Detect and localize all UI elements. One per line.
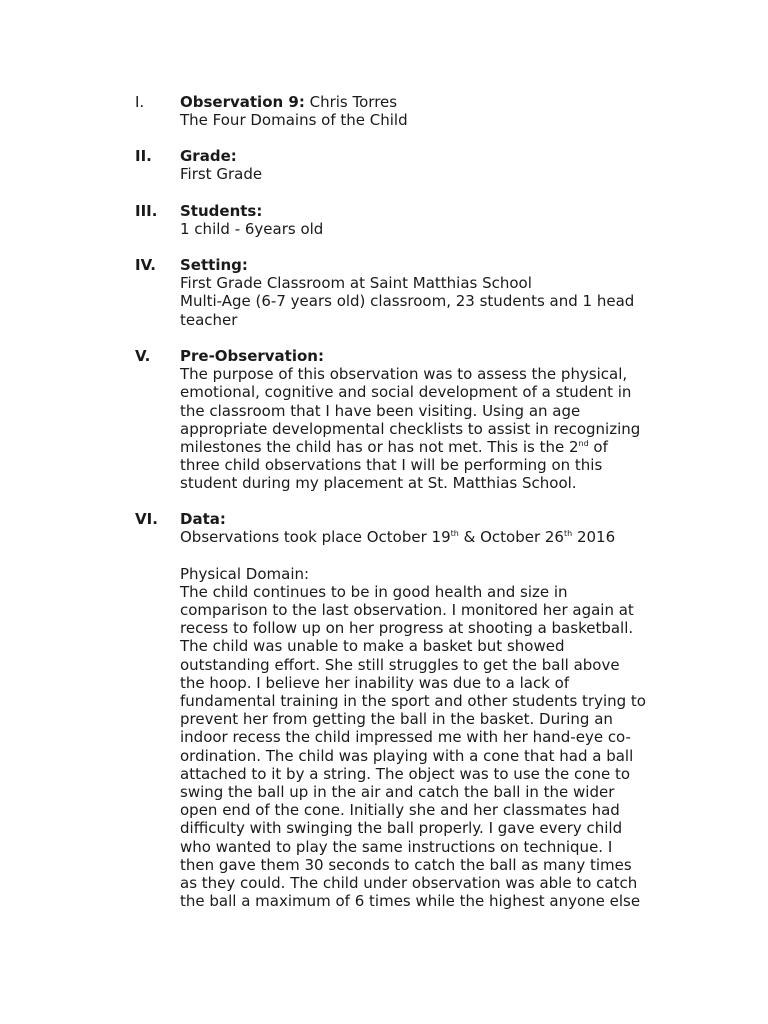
paragraph-line: the ball a maximum of 6 times while the highest anyone else [180, 892, 641, 911]
setting-line: Multi-Age (6-7 years old) classroom, 23 students and 1 head [180, 292, 635, 311]
paragraph-line: fundamental training in the sport and other students trying to [180, 692, 646, 711]
paragraph-line: the hoop. I believe her inability was due to a lack of [180, 673, 570, 692]
paragraph-line: attached to it by a string. The object was to use the cone to [180, 764, 630, 783]
section-heading: Observation 9: [180, 93, 305, 111]
section-number: V. [135, 347, 151, 365]
paragraph-line: comparison to the last observation. I monitored her again at [180, 601, 634, 619]
ordinal-suffix: nd [578, 439, 589, 449]
observation-line [180, 93, 660, 111]
paragraph-line [180, 438, 660, 456]
setting-line: teacher [180, 310, 238, 329]
ordinal-suffix: th [450, 529, 459, 539]
section-number: II. [135, 147, 152, 165]
blank-line [180, 546, 660, 564]
observation-subtitle: The Four Domains of the Child [180, 111, 408, 130]
section-heading: Students: [180, 202, 263, 220]
section-number: III. [135, 202, 158, 220]
paragraph-line: recess to follow up on her progress at shooting a basketball. [180, 619, 634, 638]
paragraph-line: as they could. The child under observation was able to catch [180, 874, 638, 893]
paragraph-line: swing the ball up in the air and catch the ball in the wider [180, 783, 615, 802]
students-value: 1 child - 6years old [180, 220, 324, 239]
grade-value: First Grade [180, 165, 263, 184]
paragraph-line: ordination. The child was playing with a cone that had a ball [180, 746, 634, 765]
paragraph-line: then gave them 30 seconds to catch the ball as many times [180, 855, 632, 874]
section-heading: Pre-Observation: [180, 347, 324, 365]
paragraph-line: The child was unable to make a basket but showed [180, 637, 565, 656]
paragraph-line: indoor recess the child impressed me with her hand-eye co- [180, 728, 631, 747]
section-heading: Grade: [180, 147, 237, 165]
paragraph-line: The purpose of this observation was to assess the physical, [180, 365, 628, 384]
section-number: I. [135, 93, 145, 111]
paragraph-line: appropriate developmental checklists to assist in recognizing [180, 419, 641, 438]
text-run: 2016 [572, 528, 616, 547]
text-run: & October 26 [458, 528, 564, 547]
section-heading: Data: [180, 510, 226, 528]
paragraph-line: prevent her from getting the ball in the basket. During an [180, 710, 613, 729]
observation-dates [180, 528, 660, 546]
text-run: milestones the child has or has not met. This is the 2 [180, 438, 579, 457]
section-heading: Setting: [180, 256, 248, 274]
paragraph-line: The child continues to be in good health and size in [180, 582, 568, 601]
text-run: of [588, 438, 608, 457]
setting-line: First Grade Classroom at Saint Matthias School [180, 274, 532, 293]
ordinal-suffix: th [563, 529, 573, 539]
paragraph-line: difficulty with swinging the ball properly. I gave every child [180, 819, 623, 838]
paragraph-line: three child observations that I will be performing on this [180, 456, 603, 475]
observer-name: Chris Torres [304, 93, 398, 111]
domain-heading: Physical Domain: [180, 564, 310, 583]
paragraph-line: student during my placement at St. Matthias School. [180, 474, 577, 493]
paragraph-line: the classroom that I have been visiting. Using an age [180, 401, 581, 420]
paragraph-line: outstanding effort. She still struggles to get the ball above [180, 655, 620, 674]
text-run: Observations took place October 19 [180, 528, 451, 547]
section-number: IV. [135, 256, 156, 274]
paragraph-line: emotional, cognitive and social development of a student in [180, 383, 632, 402]
section-number: VI. [135, 510, 158, 528]
paragraph-line: open end of the cone. Initially she and her classmates had [180, 801, 620, 820]
paragraph-line: who wanted to play the same instructions on technique. I [180, 837, 613, 856]
